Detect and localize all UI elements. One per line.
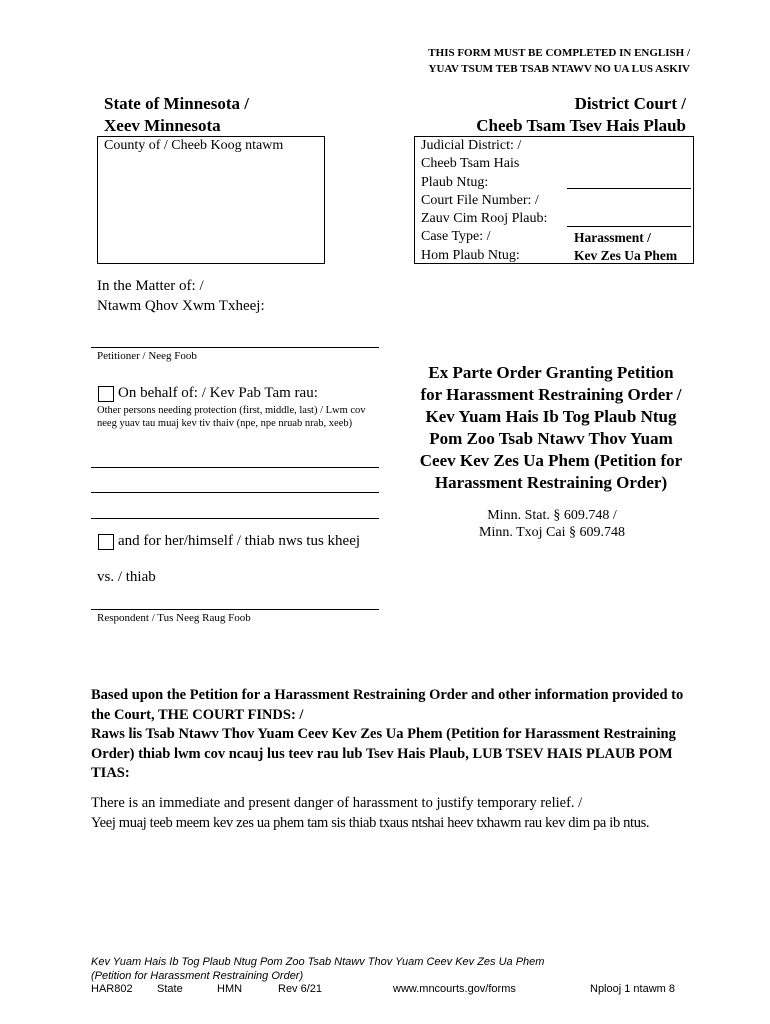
footer-url[interactable]: www.mncourts.gov/forms bbox=[393, 983, 516, 995]
protected-person-field-1[interactable] bbox=[91, 467, 379, 468]
court-heading-hmn: Cheeb Tsam Tsev Hais Plaub bbox=[476, 116, 686, 135]
order-title bbox=[400, 362, 702, 494]
county-label: County of / Cheeb Koog ntawm bbox=[104, 138, 284, 153]
footer-page-number: Nplooj 1 ntawm 8 bbox=[590, 983, 675, 995]
judicial-district-field[interactable] bbox=[567, 188, 691, 189]
court-file-number-label-2: Zauv Cim Rooj Plaub: bbox=[421, 211, 548, 227]
state-heading bbox=[104, 93, 249, 137]
court-file-number-label-1: Court File Number: / bbox=[421, 192, 539, 208]
respondent-name-field[interactable] bbox=[91, 609, 379, 610]
matter-heading-hmn: Ntawm Qhov Xwm Txheej: bbox=[97, 298, 265, 314]
court-heading bbox=[420, 93, 686, 137]
court-heading-en: District Court / bbox=[574, 94, 686, 113]
findings-intro-hmn: Raws lis Tsab Ntawv Thov Yuam Ceev Kev Zes Ua Phem (Petition for Harassment Restraining Order) thiab lwm cov ncauj lus teev rau lub Tsev Hais Plaub, LUB TSEV HAIS PLAUB POM TIAS: bbox=[91, 726, 676, 781]
protected-person-field-3[interactable] bbox=[91, 518, 379, 519]
danger-finding-en: There is an immediate and present danger of harassment to justify temporary relief. / bbox=[91, 795, 583, 811]
matter-heading bbox=[97, 276, 265, 316]
page-footer bbox=[91, 956, 691, 997]
judicial-district-label-3: Plaub Ntug: bbox=[421, 174, 489, 190]
footer-title-line2: (Petition for Harassment Restraining Order) bbox=[91, 969, 304, 982]
findings-intro-en: Based upon the Petition for a Harassment Restraining Order and other information provided to the Court, THE COURT FINDS: / bbox=[91, 687, 684, 723]
footer-form-code: HAR802 bbox=[91, 983, 133, 995]
state-heading-en: State of Minnesota / bbox=[104, 94, 249, 113]
county-field[interactable] bbox=[97, 136, 325, 264]
case-type-value-en: Harassment / bbox=[574, 230, 651, 245]
case-type-value bbox=[574, 229, 677, 264]
footer-title-line1: Kev Yuam Hais Ib Tog Plaub Ntug Pom Zoo Tsab Ntawv Thov Yuam Ceev Kev Zes Ua Phem bbox=[91, 956, 545, 968]
order-title-line: Kev Yuam Hais Ib Tog Plaub Ntug bbox=[425, 407, 677, 426]
judicial-district-label-2: Cheeb Tsam Hais bbox=[421, 156, 520, 172]
court-findings-intro bbox=[91, 686, 701, 784]
footer-language: HMN bbox=[217, 983, 243, 995]
header-notice bbox=[330, 45, 690, 77]
judicial-district-label-1: Judicial District: / bbox=[421, 138, 522, 153]
statute-citation-en: Minn. Stat. § 609.748 / bbox=[487, 508, 617, 523]
self-checkbox[interactable] bbox=[98, 534, 114, 550]
danger-finding-hmn: Yeej muaj teeb meem kev zes ua phem tam sis thiab txaus ntshai heev txhawm rau kev dim pa ib ntus. bbox=[91, 815, 650, 831]
petitioner-label: Petitioner / Neeg Foob bbox=[97, 350, 197, 362]
footer-state: State bbox=[157, 983, 183, 995]
versus-label: vs. / thiab bbox=[97, 569, 156, 585]
order-title-line: Ex Parte Order Granting Petition bbox=[428, 363, 674, 382]
header-notice-hmn: YUAV TSUM TEB TSAB NTAWV NO UA LUS ASKIV bbox=[428, 63, 690, 75]
on-behalf-checkbox[interactable] bbox=[98, 386, 114, 402]
case-type-label-1: Case Type: / bbox=[421, 229, 491, 245]
petitioner-name-field[interactable] bbox=[91, 347, 379, 348]
header-notice-en: THIS FORM MUST BE COMPLETED IN ENGLISH / bbox=[428, 47, 690, 59]
order-title-line: Pom Zoo Tsab Ntawv Thov Yuam bbox=[429, 429, 673, 448]
footer-meta-row bbox=[91, 983, 691, 997]
other-persons-note: Other persons needing protection (first, middle, last) / Lwm cov neeg yuav tau muaj kev tiv thaiv (npe, npe nruab nrab, xeeb) bbox=[97, 405, 366, 429]
respondent-label: Respondent / Tus Neeg Raug Foob bbox=[97, 612, 251, 624]
case-info-labels bbox=[421, 137, 547, 265]
protected-person-field-2[interactable] bbox=[91, 492, 379, 493]
footer-revision: Rev 6/21 bbox=[278, 983, 323, 995]
court-file-number-field[interactable] bbox=[567, 226, 691, 227]
on-behalf-label: On behalf of: / Kev Pab Tam rau: bbox=[118, 385, 318, 401]
order-title-line: Ceev Kev Zes Ua Phem (Petition for bbox=[419, 451, 683, 470]
self-label: and for her/himself / thiab nws tus kheej bbox=[118, 533, 361, 549]
order-title-line: Harassment Restraining Order) bbox=[434, 473, 668, 492]
statute-citation-hmn: Minn. Txoj Cai § 609.748 bbox=[479, 525, 625, 540]
danger-finding bbox=[91, 793, 711, 833]
statute-citation bbox=[452, 507, 652, 541]
state-heading-hmn: Xeev Minnesota bbox=[104, 116, 221, 135]
matter-heading-en: In the Matter of: / bbox=[97, 278, 204, 294]
order-title-line: for Harassment Restraining Order / bbox=[420, 385, 682, 404]
case-type-label-2: Hom Plaub Ntug: bbox=[421, 247, 520, 263]
case-type-value-hmn: Kev Zes Ua Phem bbox=[574, 247, 678, 263]
